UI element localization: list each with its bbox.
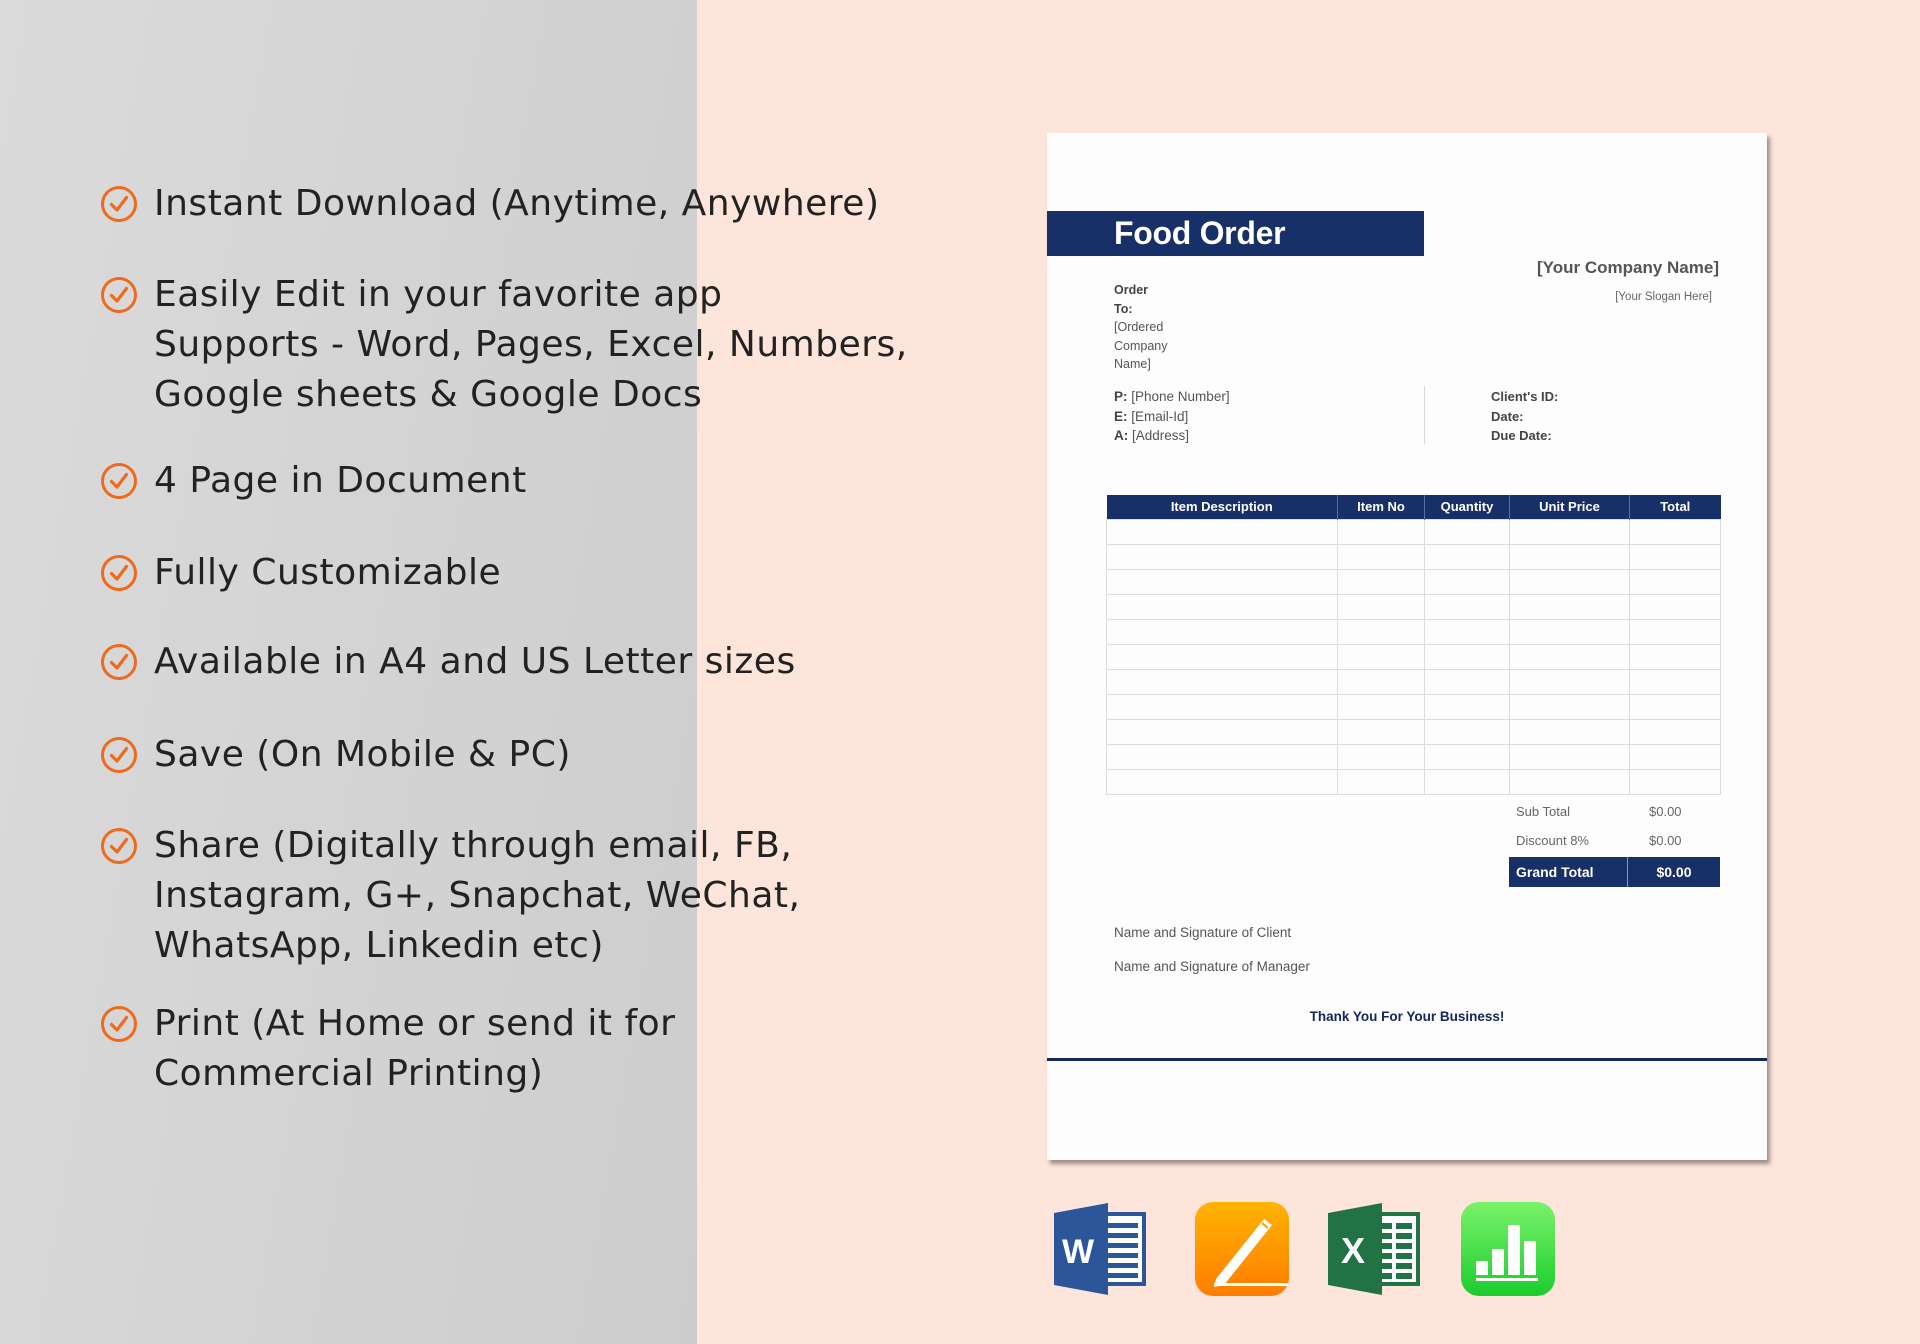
table-row [1107, 769, 1721, 794]
table-row [1107, 594, 1721, 619]
table-cell [1425, 569, 1510, 594]
table-cell [1107, 569, 1338, 594]
table-cell [1510, 594, 1630, 619]
numbers-icon [1460, 1201, 1556, 1297]
table-cell [1425, 519, 1510, 544]
table-row [1107, 644, 1721, 669]
table-cell [1510, 544, 1630, 569]
table-row [1107, 519, 1721, 544]
table-cell [1107, 519, 1338, 544]
table-cell [1510, 619, 1630, 644]
col-quantity: Quantity [1425, 495, 1510, 519]
svg-text:W: W [1061, 1233, 1095, 1271]
client-info-block [1491, 387, 1558, 446]
table-cell [1630, 669, 1721, 694]
table-row [1107, 544, 1721, 569]
table-cell [1107, 694, 1338, 719]
table-row [1107, 694, 1721, 719]
table-cell [1107, 719, 1338, 744]
order-to-block [1114, 281, 1168, 374]
thank-you-note: Thank You For Your Business! [1309, 1009, 1505, 1024]
table-cell [1338, 594, 1425, 619]
table-cell [1338, 669, 1425, 694]
table-cell [1107, 544, 1338, 569]
svg-text:X: X [1340, 1230, 1366, 1271]
footer-rule [1047, 1058, 1767, 1061]
check-circle-icon [100, 827, 138, 865]
feature-text: Share (Digitally through email, FB, Instagram, G+, Snapchat, WeChat, WhatsApp, Linkedin etc) [154, 825, 801, 966]
table-cell [1425, 744, 1510, 769]
table-row [1107, 569, 1721, 594]
table-cell [1630, 619, 1721, 644]
table-cell [1510, 569, 1630, 594]
table-cell [1107, 669, 1338, 694]
col-item-no: Item No [1338, 495, 1425, 519]
table-cell [1510, 769, 1630, 794]
table-cell [1510, 519, 1630, 544]
table-cell [1107, 744, 1338, 769]
grand-total-value: $0.00 [1656, 864, 1692, 880]
company-slogan: [Your Slogan Here] [1615, 291, 1712, 303]
feature-text: Easily Edit in your favorite app Supports - Word, Pages, Excel, Numbers, Google sheets & Google Docs [154, 274, 908, 415]
manager-signature-label: Name and Signature of Manager [1114, 959, 1310, 974]
table-cell [1630, 544, 1721, 569]
contact-block [1114, 387, 1230, 446]
table-cell [1425, 619, 1510, 644]
word-icon [1052, 1201, 1148, 1297]
check-circle-icon [100, 736, 138, 774]
table-cell [1630, 569, 1721, 594]
table-cell [1338, 619, 1425, 644]
check-circle-icon [100, 276, 138, 314]
feature-text: Fully Customizable [154, 552, 502, 593]
table-cell [1338, 694, 1425, 719]
check-circle-icon [100, 462, 138, 500]
contact-email: E: [Email-Id] [1114, 408, 1189, 424]
feature-text: Save (On Mobile & PC) [154, 734, 571, 775]
table-row [1107, 719, 1721, 744]
table-cell [1510, 644, 1630, 669]
grand-total-label: Grand Total [1509, 857, 1628, 887]
table-cell [1425, 694, 1510, 719]
table-cell [1107, 619, 1338, 644]
check-circle-icon [100, 185, 138, 223]
table-cell [1107, 769, 1338, 794]
grand-total-box [1509, 857, 1720, 887]
table-cell [1107, 594, 1338, 619]
table-cell [1425, 544, 1510, 569]
table-cell [1425, 644, 1510, 669]
table-cell [1510, 719, 1630, 744]
contact-address: A: [Address] [1114, 428, 1190, 443]
table-cell [1510, 744, 1630, 769]
date-label: Date: [1491, 408, 1524, 424]
table-cell [1510, 694, 1630, 719]
table-cell [1630, 644, 1721, 669]
table-cell [1630, 519, 1721, 544]
col-total: Total [1630, 495, 1721, 519]
company-name: [Your Company Name] [1537, 258, 1719, 277]
feature-text: Available in A4 and US Letter sizes [154, 641, 796, 682]
check-circle-icon [100, 554, 138, 592]
ordered-company: Name] [1114, 357, 1151, 371]
table-cell [1425, 669, 1510, 694]
table-cell [1630, 744, 1721, 769]
client-id-label: Client's ID: [1491, 389, 1559, 404]
feature-text: Print (At Home or send it for Commercial Printing) [154, 1003, 676, 1094]
order-to-label: To: [1114, 301, 1133, 316]
table-cell [1630, 769, 1721, 794]
document-preview [1047, 133, 1767, 1160]
table-cell [1425, 769, 1510, 794]
info-divider [1424, 386, 1425, 444]
table-cell [1338, 569, 1425, 594]
col-item-description: Item Description [1107, 495, 1338, 519]
table-cell [1510, 669, 1630, 694]
order-to-label: Order [1114, 283, 1149, 297]
table-row [1107, 744, 1721, 769]
table-cell [1338, 769, 1425, 794]
title-banner [1047, 211, 1424, 256]
document-title: Food Order [1114, 215, 1286, 251]
check-circle-icon [100, 643, 138, 681]
sub-total-value: $0.00 [1649, 804, 1682, 819]
ordered-company: [Ordered [1114, 320, 1164, 334]
table-header-row [1107, 495, 1721, 519]
table-cell [1630, 594, 1721, 619]
table-cell [1425, 719, 1510, 744]
table-cell [1630, 719, 1721, 744]
table-cell [1107, 644, 1338, 669]
ordered-company: Company [1114, 338, 1168, 353]
sub-total-label: Sub Total [1516, 804, 1570, 819]
table-cell [1338, 644, 1425, 669]
client-signature-label: Name and Signature of Client [1114, 925, 1292, 940]
table-cell [1338, 719, 1425, 744]
feature-text: 4 Page in Document [154, 460, 527, 501]
contact-phone: P: [Phone Number] [1114, 389, 1230, 404]
table-row [1107, 619, 1721, 644]
discount-label: Discount 8% [1516, 833, 1589, 848]
table-cell [1425, 594, 1510, 619]
table-cell [1338, 519, 1425, 544]
check-circle-icon [100, 1005, 138, 1043]
table-cell [1338, 544, 1425, 569]
excel-icon [1326, 1201, 1422, 1297]
feature-text: Instant Download (Anytime, Anywhere) [154, 183, 880, 224]
table-cell [1630, 694, 1721, 719]
table-row [1107, 669, 1721, 694]
pages-icon [1194, 1201, 1290, 1297]
table-cell [1338, 744, 1425, 769]
discount-value: $0.00 [1649, 833, 1682, 848]
col-unit-price: Unit Price [1510, 495, 1630, 519]
due-date-label: Due Date: [1491, 428, 1552, 443]
items-table [1106, 495, 1721, 795]
